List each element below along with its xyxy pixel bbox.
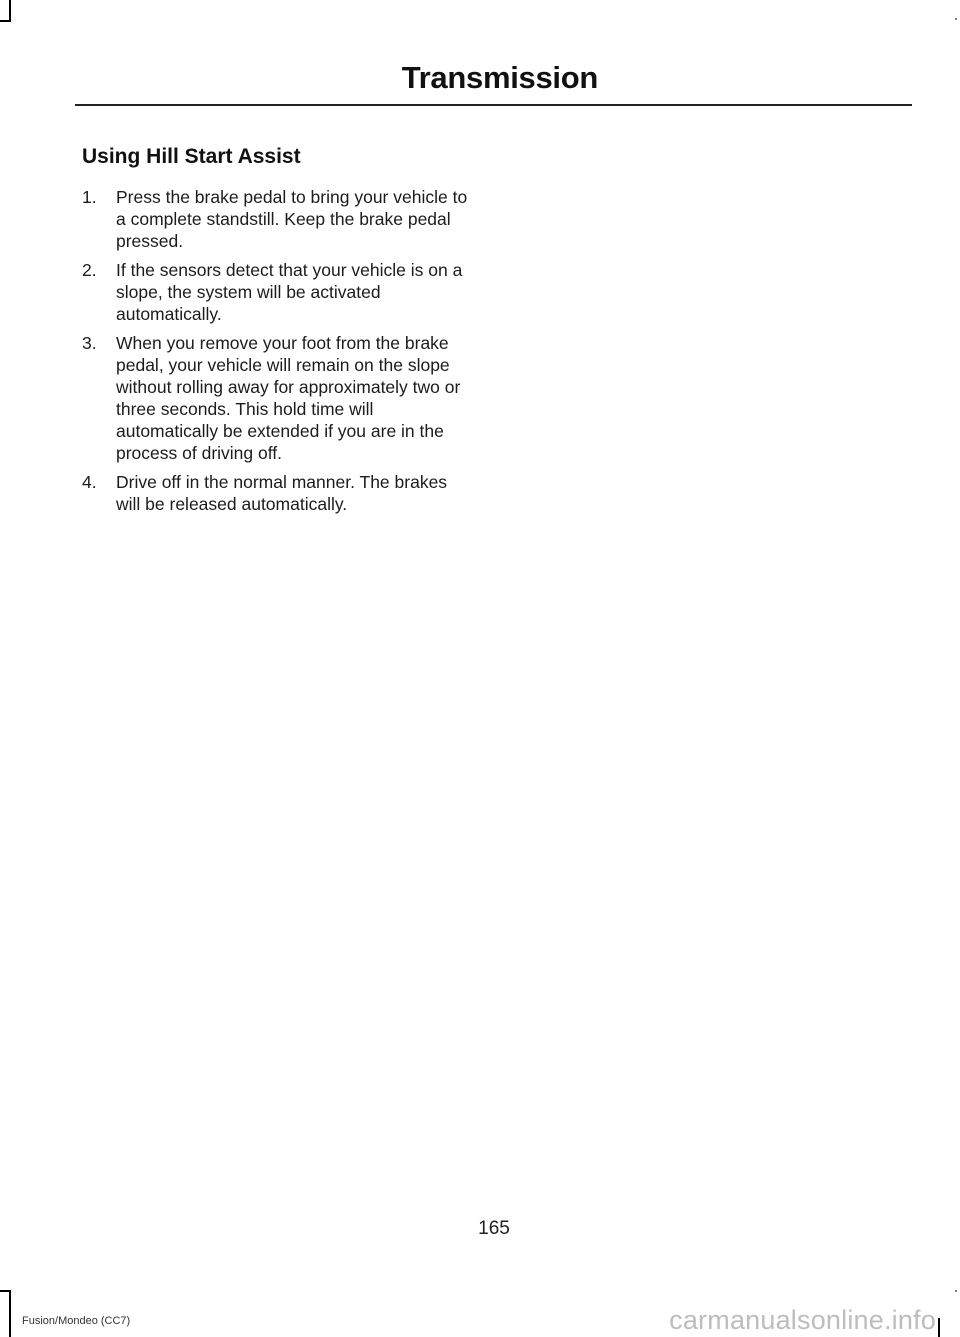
step-number: 3. [82, 333, 97, 353]
registration-dot [955, 18, 957, 20]
step-text: Drive off in the normal manner. The brakes will be released automatically. [116, 472, 448, 514]
crop-mark-top-left-horizontal [0, 20, 11, 22]
footer-model-label: Fusion/Mondeo (CC7) [22, 1315, 131, 1327]
watermark: carmanualsonline.info [669, 1305, 936, 1335]
registration-dot [955, 1290, 957, 1292]
crop-mark-bottom-left-vertical [9, 1290, 11, 1337]
header-divider [75, 104, 912, 106]
page-number: 165 [478, 1218, 510, 1239]
crop-mark-top-left-vertical [9, 0, 11, 22]
list-item [82, 259, 474, 325]
step-number: 4. [82, 472, 97, 492]
list-item [82, 186, 474, 252]
crop-mark-bottom-left-horizontal [0, 1290, 11, 1292]
list-item [82, 332, 474, 464]
step-text: Press the brake pedal to bring your vehicle to a complete standstill. Keep the brake pedal pressed. [116, 187, 468, 251]
crop-mark-bottom-right-vertical [938, 1318, 940, 1337]
list-item [82, 471, 474, 515]
subsection-heading: Using Hill Start Assist [82, 145, 301, 168]
step-text: When you remove your foot from the brake pedal, your vehicle will remain on the slope without rolling away for approximately two or three seconds. This hold time will automatically be extended if you are in the process of driving off. [116, 333, 461, 463]
step-number: 1. [82, 187, 97, 207]
steps-list [82, 186, 474, 522]
step-number: 2. [82, 260, 97, 280]
step-text: If the sensors detect that your vehicle is on a slope, the system will be activated automatically. [116, 260, 463, 324]
section-title: Transmission [401, 60, 598, 95]
